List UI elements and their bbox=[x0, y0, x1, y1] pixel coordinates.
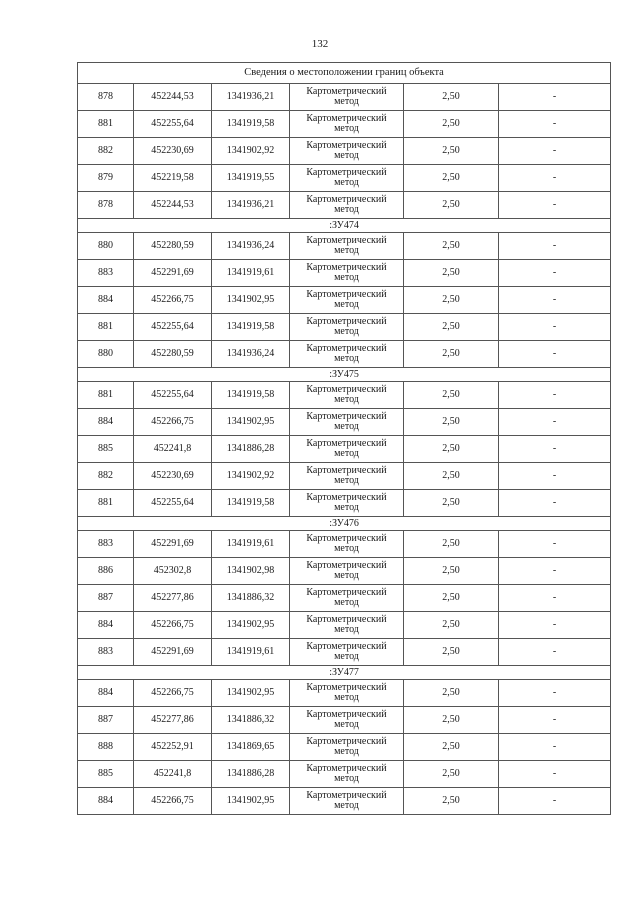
point-cell: 888 bbox=[78, 734, 134, 761]
x-coordinate-cell: 452266,75 bbox=[134, 612, 212, 639]
method-line-2: метод bbox=[334, 597, 359, 608]
note-cell: - bbox=[499, 639, 611, 666]
method-cell bbox=[290, 233, 404, 260]
accuracy-cell: 2,50 bbox=[404, 138, 499, 165]
note-cell: - bbox=[499, 233, 611, 260]
section-row bbox=[78, 517, 611, 531]
point-cell: 881 bbox=[78, 382, 134, 409]
accuracy-cell: 2,50 bbox=[404, 585, 499, 612]
x-coordinate-cell: 452255,64 bbox=[134, 382, 212, 409]
method-line-2: метод bbox=[334, 204, 359, 215]
y-coordinate-cell: 1341886,28 bbox=[212, 436, 290, 463]
method-cell bbox=[290, 192, 404, 219]
method-line-1: Картометрический bbox=[306, 113, 387, 124]
accuracy-cell: 2,50 bbox=[404, 341, 499, 368]
accuracy-cell: 2,50 bbox=[404, 436, 499, 463]
point-cell: 881 bbox=[78, 111, 134, 138]
point-cell: 883 bbox=[78, 260, 134, 287]
table-row bbox=[78, 788, 611, 815]
accuracy-cell: 2,50 bbox=[404, 734, 499, 761]
method-cell bbox=[290, 490, 404, 517]
accuracy-cell: 2,50 bbox=[404, 111, 499, 138]
accuracy-cell: 2,50 bbox=[404, 680, 499, 707]
method-line-1: Картометрический bbox=[306, 167, 387, 178]
point-cell: 884 bbox=[78, 287, 134, 314]
accuracy-cell: 2,50 bbox=[404, 707, 499, 734]
y-coordinate-cell: 1341886,28 bbox=[212, 761, 290, 788]
method-line-2: метод bbox=[334, 421, 359, 432]
boundary-table bbox=[77, 62, 611, 815]
table-row bbox=[78, 111, 611, 138]
y-coordinate-cell: 1341919,61 bbox=[212, 531, 290, 558]
section-title: :ЗУ475 bbox=[78, 368, 611, 382]
method-line-2: метод bbox=[334, 394, 359, 405]
table-row bbox=[78, 531, 611, 558]
table-row bbox=[78, 639, 611, 666]
method-cell bbox=[290, 409, 404, 436]
table-row bbox=[78, 341, 611, 368]
note-cell: - bbox=[499, 341, 611, 368]
method-cell bbox=[290, 734, 404, 761]
accuracy-cell: 2,50 bbox=[404, 761, 499, 788]
y-coordinate-cell: 1341869,65 bbox=[212, 734, 290, 761]
section-title: :ЗУ477 bbox=[78, 666, 611, 680]
point-cell: 881 bbox=[78, 490, 134, 517]
x-coordinate-cell: 452252,91 bbox=[134, 734, 212, 761]
x-coordinate-cell: 452266,75 bbox=[134, 409, 212, 436]
point-cell: 878 bbox=[78, 192, 134, 219]
note-cell: - bbox=[499, 490, 611, 517]
method-line-1: Картометрический bbox=[306, 614, 387, 625]
table-row bbox=[78, 436, 611, 463]
table-row bbox=[78, 558, 611, 585]
page-number: 132 bbox=[311, 38, 329, 50]
x-coordinate-cell: 452291,69 bbox=[134, 260, 212, 287]
y-coordinate-cell: 1341919,61 bbox=[212, 639, 290, 666]
method-cell bbox=[290, 287, 404, 314]
x-coordinate-cell: 452244,53 bbox=[134, 84, 212, 111]
table-row bbox=[78, 761, 611, 788]
table-header: Сведения о местоположении границ объекта bbox=[78, 63, 611, 84]
y-coordinate-cell: 1341902,95 bbox=[212, 612, 290, 639]
method-line-1: Картометрический bbox=[306, 411, 387, 422]
method-cell bbox=[290, 165, 404, 192]
note-cell: - bbox=[499, 287, 611, 314]
method-line-2: метод bbox=[334, 272, 359, 283]
y-coordinate-cell: 1341902,95 bbox=[212, 409, 290, 436]
y-coordinate-cell: 1341902,92 bbox=[212, 463, 290, 490]
method-line-1: Картометрический bbox=[306, 763, 387, 774]
method-cell bbox=[290, 260, 404, 287]
x-coordinate-cell: 452266,75 bbox=[134, 680, 212, 707]
method-line-2: метод bbox=[334, 123, 359, 134]
method-line-1: Картометрический bbox=[306, 343, 387, 354]
point-cell: 886 bbox=[78, 558, 134, 585]
method-line-1: Картометрический bbox=[306, 533, 387, 544]
method-cell bbox=[290, 707, 404, 734]
table-row bbox=[78, 382, 611, 409]
x-coordinate-cell: 452277,86 bbox=[134, 585, 212, 612]
x-coordinate-cell: 452230,69 bbox=[134, 463, 212, 490]
method-line-1: Картометрический bbox=[306, 682, 387, 693]
method-line-1: Картометрический bbox=[306, 560, 387, 571]
accuracy-cell: 2,50 bbox=[404, 558, 499, 585]
table-row bbox=[78, 463, 611, 490]
method-line-2: метод bbox=[334, 570, 359, 581]
note-cell: - bbox=[499, 382, 611, 409]
table-row bbox=[78, 165, 611, 192]
method-line-2: метод bbox=[334, 245, 359, 256]
note-cell: - bbox=[499, 788, 611, 815]
method-line-2: метод bbox=[334, 800, 359, 811]
x-coordinate-cell: 452277,86 bbox=[134, 707, 212, 734]
method-cell bbox=[290, 680, 404, 707]
point-cell: 880 bbox=[78, 341, 134, 368]
note-cell: - bbox=[499, 734, 611, 761]
point-cell: 880 bbox=[78, 233, 134, 260]
method-line-2: метод bbox=[334, 353, 359, 364]
section-row bbox=[78, 666, 611, 680]
method-line-2: метод bbox=[334, 692, 359, 703]
method-cell bbox=[290, 138, 404, 165]
point-cell: 881 bbox=[78, 314, 134, 341]
table-row bbox=[78, 138, 611, 165]
note-cell: - bbox=[499, 165, 611, 192]
note-cell: - bbox=[499, 111, 611, 138]
table-row bbox=[78, 612, 611, 639]
method-line-2: метод bbox=[334, 746, 359, 757]
x-coordinate-cell: 452266,75 bbox=[134, 287, 212, 314]
y-coordinate-cell: 1341902,95 bbox=[212, 287, 290, 314]
accuracy-cell: 2,50 bbox=[404, 788, 499, 815]
accuracy-cell: 2,50 bbox=[404, 165, 499, 192]
note-cell: - bbox=[499, 558, 611, 585]
x-coordinate-cell: 452255,64 bbox=[134, 314, 212, 341]
y-coordinate-cell: 1341919,61 bbox=[212, 260, 290, 287]
y-coordinate-cell: 1341886,32 bbox=[212, 707, 290, 734]
point-cell: 885 bbox=[78, 436, 134, 463]
table-row bbox=[78, 192, 611, 219]
note-cell: - bbox=[499, 585, 611, 612]
y-coordinate-cell: 1341902,95 bbox=[212, 680, 290, 707]
accuracy-cell: 2,50 bbox=[404, 490, 499, 517]
note-cell: - bbox=[499, 463, 611, 490]
method-line-2: метод bbox=[334, 299, 359, 310]
y-coordinate-cell: 1341919,58 bbox=[212, 382, 290, 409]
x-coordinate-cell: 452241,8 bbox=[134, 436, 212, 463]
method-cell bbox=[290, 436, 404, 463]
y-coordinate-cell: 1341919,58 bbox=[212, 490, 290, 517]
method-cell bbox=[290, 314, 404, 341]
point-cell: 879 bbox=[78, 165, 134, 192]
x-coordinate-cell: 452280,59 bbox=[134, 341, 212, 368]
method-cell bbox=[290, 612, 404, 639]
y-coordinate-cell: 1341919,58 bbox=[212, 314, 290, 341]
table-row bbox=[78, 409, 611, 436]
y-coordinate-cell: 1341936,24 bbox=[212, 341, 290, 368]
point-cell: 885 bbox=[78, 761, 134, 788]
y-coordinate-cell: 1341886,32 bbox=[212, 585, 290, 612]
method-line-2: метод bbox=[334, 96, 359, 107]
point-cell: 882 bbox=[78, 138, 134, 165]
method-cell bbox=[290, 111, 404, 138]
note-cell: - bbox=[499, 260, 611, 287]
accuracy-cell: 2,50 bbox=[404, 531, 499, 558]
table-row bbox=[78, 734, 611, 761]
x-coordinate-cell: 452266,75 bbox=[134, 788, 212, 815]
table-row bbox=[78, 490, 611, 517]
note-cell: - bbox=[499, 707, 611, 734]
table-row bbox=[78, 84, 611, 111]
method-line-1: Картометрический bbox=[306, 438, 387, 449]
method-line-1: Картометрический bbox=[306, 86, 387, 97]
method-line-2: метод bbox=[334, 543, 359, 554]
x-coordinate-cell: 452291,69 bbox=[134, 639, 212, 666]
note-cell: - bbox=[499, 531, 611, 558]
method-line-2: метод bbox=[334, 150, 359, 161]
y-coordinate-cell: 1341936,21 bbox=[212, 192, 290, 219]
note-cell: - bbox=[499, 314, 611, 341]
method-line-2: метод bbox=[334, 502, 359, 513]
point-cell: 882 bbox=[78, 463, 134, 490]
point-cell: 884 bbox=[78, 409, 134, 436]
x-coordinate-cell: 452219,58 bbox=[134, 165, 212, 192]
method-line-1: Картометрический bbox=[306, 235, 387, 246]
accuracy-cell: 2,50 bbox=[404, 192, 499, 219]
accuracy-cell: 2,50 bbox=[404, 409, 499, 436]
table-row bbox=[78, 680, 611, 707]
note-cell: - bbox=[499, 761, 611, 788]
method-line-1: Картометрический bbox=[306, 492, 387, 503]
y-coordinate-cell: 1341919,55 bbox=[212, 165, 290, 192]
y-coordinate-cell: 1341902,98 bbox=[212, 558, 290, 585]
table-row bbox=[78, 314, 611, 341]
method-line-1: Картометрический bbox=[306, 289, 387, 300]
method-cell bbox=[290, 585, 404, 612]
method-line-1: Картометрический bbox=[306, 465, 387, 476]
method-line-1: Картометрический bbox=[306, 194, 387, 205]
table-row bbox=[78, 585, 611, 612]
method-line-1: Картометрический bbox=[306, 641, 387, 652]
method-line-1: Картометрический bbox=[306, 316, 387, 327]
point-cell: 887 bbox=[78, 585, 134, 612]
table-row bbox=[78, 260, 611, 287]
method-cell bbox=[290, 531, 404, 558]
y-coordinate-cell: 1341902,95 bbox=[212, 788, 290, 815]
note-cell: - bbox=[499, 409, 611, 436]
x-coordinate-cell: 452291,69 bbox=[134, 531, 212, 558]
point-cell: 884 bbox=[78, 612, 134, 639]
y-coordinate-cell: 1341936,21 bbox=[212, 84, 290, 111]
table-row bbox=[78, 707, 611, 734]
point-cell: 883 bbox=[78, 639, 134, 666]
x-coordinate-cell: 452230,69 bbox=[134, 138, 212, 165]
method-line-1: Картометрический bbox=[306, 709, 387, 720]
method-cell bbox=[290, 639, 404, 666]
method-line-1: Картометрический bbox=[306, 790, 387, 801]
accuracy-cell: 2,50 bbox=[404, 463, 499, 490]
method-line-2: метод bbox=[334, 651, 359, 662]
method-line-2: метод bbox=[334, 448, 359, 459]
accuracy-cell: 2,50 bbox=[404, 260, 499, 287]
method-line-2: метод bbox=[334, 773, 359, 784]
section-title: :ЗУ474 bbox=[78, 219, 611, 233]
method-cell bbox=[290, 558, 404, 585]
note-cell: - bbox=[499, 612, 611, 639]
note-cell: - bbox=[499, 436, 611, 463]
method-cell bbox=[290, 761, 404, 788]
accuracy-cell: 2,50 bbox=[404, 84, 499, 111]
accuracy-cell: 2,50 bbox=[404, 287, 499, 314]
x-coordinate-cell: 452280,59 bbox=[134, 233, 212, 260]
method-line-2: метод bbox=[334, 719, 359, 730]
note-cell: - bbox=[499, 138, 611, 165]
section-title: :ЗУ476 bbox=[78, 517, 611, 531]
point-cell: 878 bbox=[78, 84, 134, 111]
method-cell bbox=[290, 341, 404, 368]
method-line-2: метод bbox=[334, 475, 359, 486]
accuracy-cell: 2,50 bbox=[404, 612, 499, 639]
x-coordinate-cell: 452255,64 bbox=[134, 111, 212, 138]
note-cell: - bbox=[499, 84, 611, 111]
point-cell: 884 bbox=[78, 788, 134, 815]
section-row bbox=[78, 219, 611, 233]
accuracy-cell: 2,50 bbox=[404, 233, 499, 260]
method-line-1: Картометрический bbox=[306, 587, 387, 598]
method-line-2: метод bbox=[334, 326, 359, 337]
method-line-1: Картометрический bbox=[306, 736, 387, 747]
y-coordinate-cell: 1341902,92 bbox=[212, 138, 290, 165]
x-coordinate-cell: 452241,8 bbox=[134, 761, 212, 788]
table-row bbox=[78, 287, 611, 314]
point-cell: 887 bbox=[78, 707, 134, 734]
method-cell bbox=[290, 382, 404, 409]
method-line-1: Картометрический bbox=[306, 262, 387, 273]
accuracy-cell: 2,50 bbox=[404, 314, 499, 341]
point-cell: 884 bbox=[78, 680, 134, 707]
note-cell: - bbox=[499, 192, 611, 219]
method-line-2: метод bbox=[334, 624, 359, 635]
method-line-1: Картометрический bbox=[306, 384, 387, 395]
y-coordinate-cell: 1341936,24 bbox=[212, 233, 290, 260]
x-coordinate-cell: 452244,53 bbox=[134, 192, 212, 219]
method-cell bbox=[290, 788, 404, 815]
table-row bbox=[78, 233, 611, 260]
note-cell: - bbox=[499, 680, 611, 707]
accuracy-cell: 2,50 bbox=[404, 382, 499, 409]
method-cell bbox=[290, 463, 404, 490]
y-coordinate-cell: 1341919,58 bbox=[212, 111, 290, 138]
section-row bbox=[78, 368, 611, 382]
point-cell: 883 bbox=[78, 531, 134, 558]
accuracy-cell: 2,50 bbox=[404, 639, 499, 666]
method-line-1: Картометрический bbox=[306, 140, 387, 151]
x-coordinate-cell: 452255,64 bbox=[134, 490, 212, 517]
method-line-2: метод bbox=[334, 177, 359, 188]
x-coordinate-cell: 452302,8 bbox=[134, 558, 212, 585]
method-cell bbox=[290, 84, 404, 111]
